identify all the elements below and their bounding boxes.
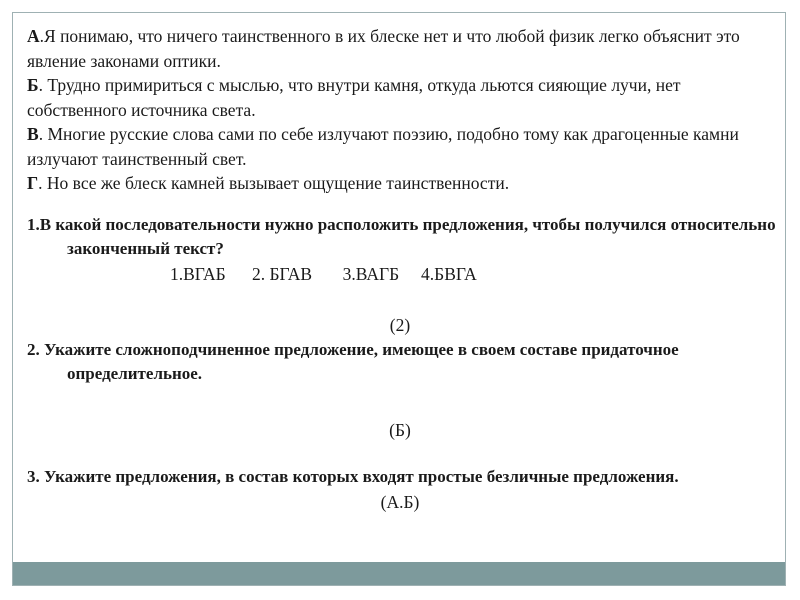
sentence-letter: В	[27, 124, 39, 144]
sentence-letter: Г	[27, 173, 39, 193]
sentence-a: А.Я понимаю, что ничего таинственного в их блеске нет и что любой физик легко объяснит это явление законами оптики.	[27, 26, 740, 71]
sentence-g: Г. Но все же блеск камней вызывает ощущение таинственности.	[27, 173, 510, 193]
option-1: 1.ВГАБ	[170, 263, 226, 284]
sentence-body: Трудно примириться с мыслью, что внутри камня, откуда льются сияющие лучи, нет собственного источника света.	[27, 75, 681, 120]
sentence-body: Многие русские слова сами по себе излучают поэзию, подобно тому как драгоценные камни излучают таинственный свет.	[27, 124, 739, 169]
answer-2: (Б)	[389, 419, 411, 440]
question-3: 3. Укажите предложения, в состав которых входят простые безличные предложения.	[27, 467, 679, 486]
answer-1: (2)	[389, 315, 411, 335]
sentence-body: Но все же блеск камней вызывает ощущение таинственности.	[46, 173, 510, 193]
sentence-body: Я понимаю, что ничего таинственного в их блеске нет и что любой физик легко объяснит это явление законами оптики.	[27, 26, 740, 71]
question-2: 2. Укажите сложноподчиненное предложение, имеющее в своем составе придаточное определительное.	[27, 339, 679, 383]
slide-content	[27, 24, 777, 514]
sentence-v: В. Многие русские слова сами по себе излучают поэзию, подобно тому как драгоценные камни излучают таинственный свет.	[27, 124, 739, 169]
option-3: 3.ВАГБ	[342, 263, 400, 284]
sentence-letter: А	[27, 26, 40, 46]
option-4: 4.БВГА	[421, 263, 477, 284]
option-2: 2. БГАВ	[251, 263, 313, 284]
sentence-letter: Б	[27, 75, 39, 95]
answer-3: (А.Б)	[380, 491, 420, 512]
answer-options	[27, 262, 777, 287]
sentence-b: Б. Трудно примириться с мыслью, что внутри камня, откуда льются сияющие лучи, нет собственного источника света.	[27, 75, 681, 120]
question-1: 1.В какой последовательности нужно расположить предложения, чтобы получился относительно законченный текст?	[27, 214, 776, 258]
bottom-bar	[13, 562, 785, 585]
